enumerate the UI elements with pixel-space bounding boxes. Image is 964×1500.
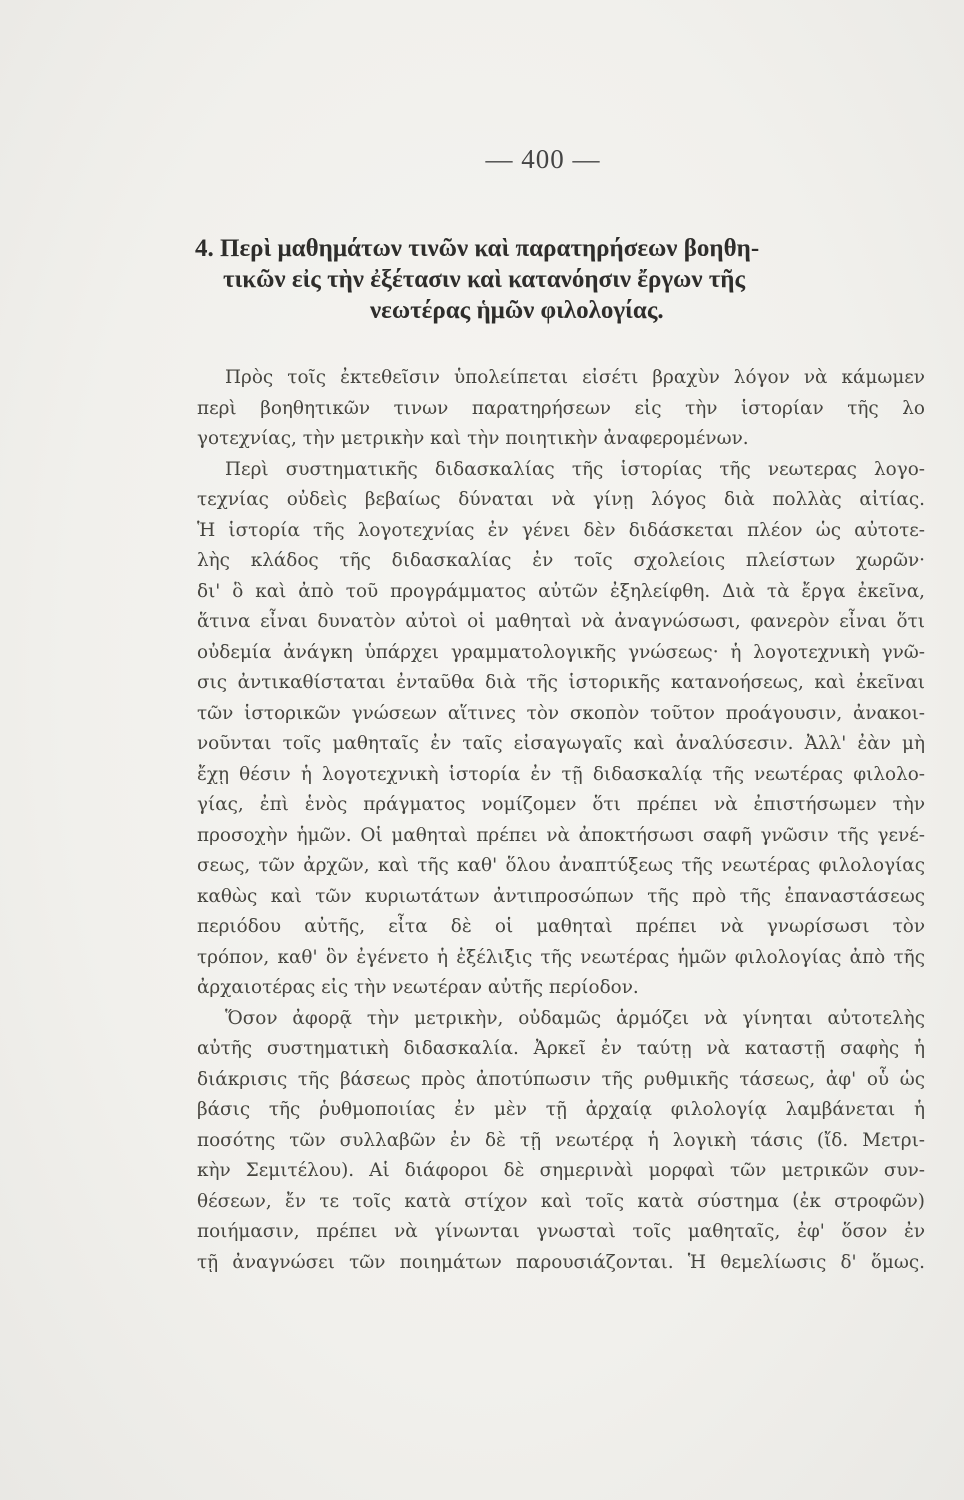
text-line: Ὅσον ἀφορᾷ τὴν μετρικὴν, οὐδαμῶς ἁρμόζει νὰ γίνηται αὐτοτελὴς xyxy=(225,1007,925,1029)
text-line: τρόπον, καθ' ὃν ἐγένετο ἡ ἐξέλιξις τῆς νεωτέρας ἡμῶν φιλολογίας ἀπὸ τῆς xyxy=(197,946,925,968)
section-heading xyxy=(195,233,920,326)
text-line: τῇ ἀναγνώσει τῶν ποιημάτων παρουσιάζονται. Ἡ θεμελίωσις δ' ὅμως. xyxy=(197,1251,925,1273)
text-line: Περὶ συστηματικῆς διδασκαλίας τῆς ἱστορίας τῆς νεωτερας λογο- xyxy=(225,458,925,480)
text-line: κὴν Σεμιτέλου). Αἱ διάφοροι δὲ σημερινὰὶ μορφαὶ τῶν μετρικῶν συν- xyxy=(197,1160,925,1181)
text-line: θέσεων, ἔν τε τοῖς κατὰ στίχον καὶ τοῖς κατὰ σύστημα (ἐκ στροφῶν) xyxy=(197,1190,925,1212)
text-line: ἀρχαιοτέρας εἰς τὴν νεωτέραν αὐτῆς περίοδον. xyxy=(197,977,639,998)
text-line: δι' ὃ καὶ ἀπὸ τοῦ προγράμματος αὐτῶν ἐξηλείφθη. Διὰ τὰ ἔργα ἐκεῖνα, xyxy=(197,580,925,602)
text-line: διάκρισις τῆς βάσεως πρὸς ἀποτύπωσιν τῆς ρυθμικῆς τάσεως, ἀφ' οὗ ὡς xyxy=(197,1068,925,1090)
text-line: περιόδου αὐτῆς, εἶτα δὲ οἱ μαθηταὶ πρέπει νὰ γνωρίσωσι τὸν xyxy=(197,916,925,937)
text-line: περὶ βοηθητικῶν τινων παρατηρήσεων εἰς τὴν ἱστορίαν τῆς λο xyxy=(197,397,925,419)
body-text xyxy=(197,363,925,1278)
text-line: καθὼς καὶ τῶν κυριωτάτων ἀντιπροσώπων τῆς πρὸ τῆς ἐπαναστάσεως xyxy=(197,885,925,907)
text-line: ποιήμασιν, πρέπει νὰ γίνωνται γνωσταὶ τοῖς μαθηταῖς, ἐφ' ὅσον ἐν xyxy=(197,1221,925,1242)
text-line: σις ἀντικαθίσταται ἐνταῦθα διὰ τῆς ἱστορικῆς κατανοήσεως, καὶ ἐκεῖναι xyxy=(197,672,925,693)
text-line: ἔχῃ θέσιν ἡ λογοτεχνικὴ ἱστορία ἐν τῇ διδασκαλίᾳ τῆς νεωτέρας φιλολο- xyxy=(197,763,925,785)
text-line: τεχνίας οὐδεὶς βεβαίως δύναται νὰ γίνῃ λόγος διὰ πολλὰς αἰτίας. xyxy=(197,489,925,510)
text-line: Πρὸς τοῖς ἐκτεθεῖσιν ὑπολείπεται εἰσέτι βραχὺν λόγον νὰ κάμωμεν xyxy=(225,367,925,388)
text-line: σεως, τῶν ἀρχῶν, καὶ τῆς καθ' ὅλου ἀναπτύξεως τῆς νεωτέρας φιλολογίας xyxy=(197,855,925,876)
text-line: βάσις τῆς ῥυθμοποιίας ἐν μὲν τῇ ἀρχαίᾳ φιλολογίᾳ λαμβάνεται ἡ xyxy=(197,1099,925,1120)
page-number: — 400 — xyxy=(485,144,601,174)
text-line: Ἡ ἱστορία τῆς λογοτεχνίας ἐν γένει δὲν διδάσκεται πλέον ὡς αὐτοτε- xyxy=(197,519,925,541)
heading-line: 4. Περὶ μαθημάτων τινῶν καὶ παρατηρήσεων βοηθη- xyxy=(195,235,760,262)
heading-line: νεωτέρας ἡμῶν φιλολογίας. xyxy=(370,297,664,324)
text-line: νοῦνται τοῖς μαθηταῖς ἐν ταῖς εἰσαγωγαῖς καὶ ἀναλύσεσιν. Ἀλλ' ἐὰν μὴ xyxy=(197,733,925,754)
text-line: γίας, ἐπὶ ἑνὸς πράγματος νομίζομεν ὅτι πρέπει νὰ ἐπιστήσωμεν τὴν xyxy=(197,794,925,815)
text-line: οὐδεμία ἀνάγκη ὑπάρχει γραμματολογικῆς γνώσεως· ἡ λογοτεχνικὴ γνῶ- xyxy=(197,641,925,663)
heading-line: τικῶν εἰς τὴν ἐξέτασιν καὶ κατανόησιν ἔργων τῆς xyxy=(223,266,746,293)
text-line: τῶν ἱστορικῶν γνώσεων αἵτινες τὸν σκοπὸν τοῦτον προάγουσιν, ἀνακοι- xyxy=(197,702,925,724)
text-line: αὐτῆς συστηματικὴ διδασκαλία. Ἀρκεῖ ἐν ταύτῃ νὰ καταστῇ σαφὴς ἡ xyxy=(197,1038,925,1059)
text-line: γοτεχνίας, τὴν μετρικὴν καὶ τὴν ποιητικὴν ἀναφερομένων. xyxy=(197,428,749,449)
text-line: ποσότης τῶν συλλαβῶν ἐν δὲ τῇ νεωτέρᾳ ἡ λογικὴ τάσις (ἴδ. Μετρι- xyxy=(197,1129,925,1151)
text-line: προσοχὴν ἡμῶν. Οἱ μαθηταὶ πρέπει νὰ ἀποκτήσωσι σαφῆ γνῶσιν τῆς γενέ- xyxy=(197,824,925,846)
text-line: ἅτινα εἶναι δυνατὸν αὐτοὶ οἱ μαθηταὶ νὰ ἀναγνώσωσι, φανερὸν εἶναι ὅτι xyxy=(197,611,925,632)
text-line: λὴς κλάδος τῆς διδασκαλίας ἐν τοῖς σχολείοις πλείστων χωρῶν· xyxy=(197,550,925,571)
